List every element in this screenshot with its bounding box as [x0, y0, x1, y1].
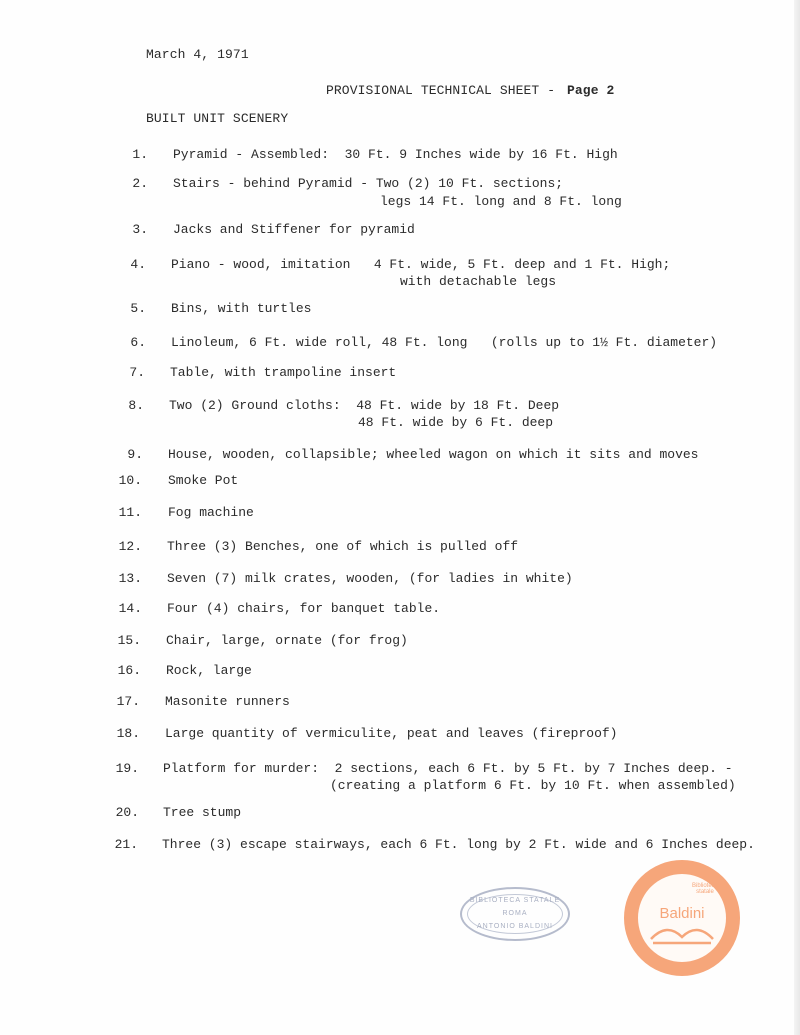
list-item [0, 694, 800, 728]
item-number: 3. [132, 222, 148, 237]
list-item [0, 257, 800, 291]
item-number: 16. [117, 663, 141, 678]
list-item [0, 761, 800, 795]
item-text: Jacks and Stiffener for pyramid [173, 222, 415, 237]
item-number: 10. [118, 473, 142, 488]
item-text: Large quantity of vermiculite, peat and leaves (fireproof) [165, 726, 618, 741]
item-text: Three (3) Benches, one of which is pulled off [167, 539, 519, 554]
item-number: 8. [128, 398, 144, 413]
page-number-label: Page 2 [567, 83, 615, 98]
list-item [0, 663, 800, 697]
item-text: Rock, large [166, 663, 252, 678]
item-text: Tree stump [163, 805, 242, 820]
item-number: 6. [130, 335, 146, 350]
list-item [0, 222, 800, 256]
item-text: Three (3) escape stairways, each 6 Ft. long by 2 Ft. wide and 6 Inches deep. [162, 837, 755, 852]
item-number: 15. [117, 633, 141, 648]
list-item [0, 335, 800, 369]
document-date: March 4, 1971 [146, 47, 249, 62]
item-text: Smoke Pot [168, 473, 239, 488]
list-item [0, 601, 800, 635]
item-text-continued: legs 14 Ft. long and 8 Ft. long [380, 194, 622, 209]
sheet-title: PROVISIONAL TECHNICAL SHEET - [326, 83, 556, 98]
baldini-logo [623, 859, 741, 977]
item-text: Pyramid - Assembled: 30 Ft. 9 Inches wide by 16 Ft. High [173, 147, 618, 162]
item-text: Masonite runners [165, 694, 290, 709]
item-number: 12. [118, 539, 142, 554]
item-number: 19. [115, 761, 139, 776]
list-item [0, 301, 800, 335]
logo-small-line-2: statale [696, 889, 714, 895]
item-number: 21. [114, 837, 138, 852]
list-item [0, 571, 800, 605]
item-text: Bins, with turtles [171, 301, 312, 316]
list-item [0, 505, 800, 539]
item-text: Four (4) chairs, for banquet table. [167, 601, 441, 616]
item-number: 7. [129, 365, 145, 380]
item-text: Linoleum, 6 Ft. wide roll, 48 Ft. long (rolls up to 1½ Ft. diameter) [171, 335, 718, 350]
stamp-middle-text: ROMA [502, 910, 528, 917]
item-text: Seven (7) milk crates, wooden, (for ladies in white) [167, 571, 573, 586]
list-item [0, 539, 800, 573]
item-number: 11. [118, 505, 142, 520]
item-number: 17. [116, 694, 140, 709]
item-text-continued: (creating a platform 6 Ft. by 10 Ft. when assembled) [330, 778, 736, 793]
section-title: BUILT UNIT SCENERY [146, 111, 289, 126]
item-number: 20. [115, 805, 139, 820]
item-number: 14. [118, 601, 142, 616]
item-text: Chair, large, ornate (for frog) [166, 633, 408, 648]
library-stamp [460, 887, 570, 941]
logo-small-text [685, 883, 725, 895]
item-number: 5. [130, 301, 146, 316]
list-item [0, 398, 800, 432]
item-text: Table, with trampoline insert [170, 365, 397, 380]
item-text: Fog machine [168, 505, 254, 520]
item-text: Two (2) Ground cloths: 48 Ft. wide by 18 Ft. Deep [169, 398, 560, 413]
item-number: 9. [127, 447, 143, 462]
stamp-bottom-text: ANTONIO BALDINI [477, 923, 553, 930]
item-text-continued: with detachable legs [400, 274, 557, 289]
list-item [0, 176, 800, 210]
list-item [0, 805, 800, 839]
item-number: 1. [132, 147, 148, 162]
item-number: 18. [116, 726, 140, 741]
item-number: 4. [130, 257, 146, 272]
list-item [0, 365, 800, 399]
stamp-top-text: BIBLIOTECA STATALE [469, 897, 561, 904]
item-text: House, wooden, collapsible; wheeled wagon on which it sits and moves [168, 447, 699, 462]
list-item [0, 473, 800, 507]
list-item [0, 726, 800, 760]
item-number: 2. [132, 176, 148, 191]
item-text: Piano - wood, imitation 4 Ft. wide, 5 Ft. deep and 1 Ft. High; [171, 257, 671, 272]
item-text: Stairs - behind Pyramid - Two (2) 10 Ft. sections; [173, 176, 564, 191]
item-number: 13. [118, 571, 142, 586]
logo-small-line-1: Biblioteca [691, 883, 718, 889]
list-item [0, 633, 800, 667]
item-text-continued: 48 Ft. wide by 6 Ft. deep [358, 415, 554, 430]
logo-brand: Baldini [659, 905, 705, 922]
item-text: Platform for murder: 2 sections, each 6 Ft. by 5 Ft. by 7 Inches deep. - [163, 761, 733, 776]
